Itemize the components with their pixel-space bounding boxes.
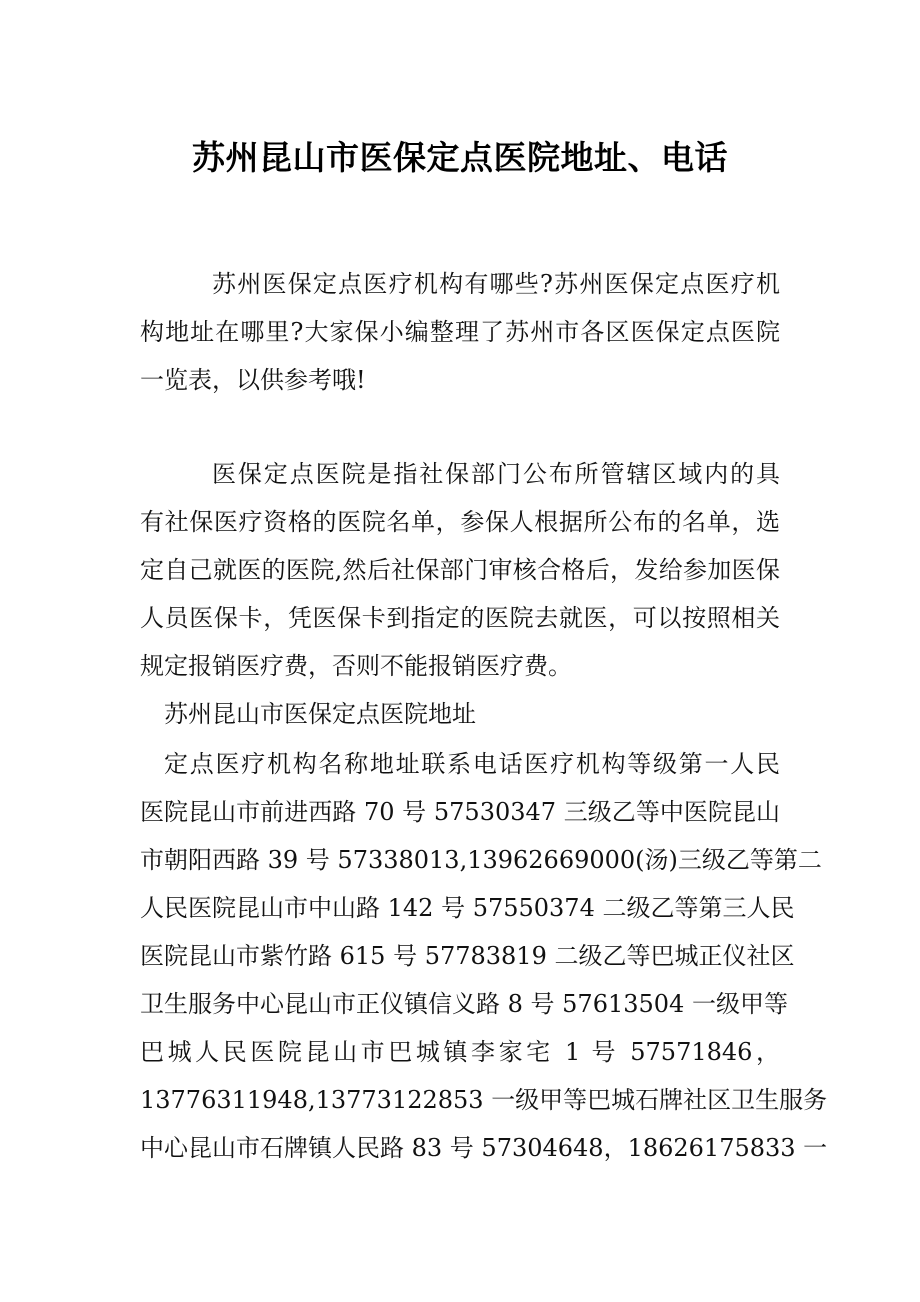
- text-line: 人员医保卡，凭医保卡到指定的医院去就医，可以按照相关: [140, 604, 780, 632]
- text-line: 中心昆山市石牌镇人民路 83 号 57304648，18626175833 一: [140, 1134, 828, 1162]
- text-line: 有社保医疗资格的医院名单，参保人根据所公布的名单，选: [140, 508, 780, 536]
- text-line: 巴城人民医院昆山市巴城镇李家宅 1 号 57571846，: [140, 1038, 780, 1066]
- text-line: 规定报销医疗费，否则不能报销医疗费。: [140, 652, 572, 680]
- text-line: 卫生服务中心昆山市正仪镇信义路 8 号 57613504 一级甲等: [140, 990, 788, 1018]
- text-line: 苏州医保定点医疗机构有哪些?苏州医保定点医疗机: [212, 270, 780, 298]
- subheading-text: 苏州昆山市医保定点医院地址: [164, 700, 476, 728]
- text-line: 13776311948,13773122853 一级甲等巴城石牌社区卫生服务: [140, 1086, 828, 1114]
- text-line: 医保定点医院是指社保部门公布所管辖区域内的具: [212, 460, 780, 488]
- text-line: 定点医疗机构名称地址联系电话医疗机构等级第一人民: [164, 750, 780, 778]
- text-line: 一览表，以供参考哦!: [140, 366, 366, 394]
- text-line: 构地址在哪里?大家保小编整理了苏州市各区医保定点医院: [140, 318, 780, 346]
- text-line: 定自己就医的医院,然后社保部门审核合格后，发给参加医保: [140, 556, 780, 584]
- text-line: 医院昆山市前进西路 70 号 57530347 三级乙等中医院昆山: [140, 798, 780, 826]
- text-line: 市朝阳西路 39 号 57338013,13962669000(汤)三级乙等第二: [140, 846, 822, 874]
- text-line: 人民医院昆山市中山路 142 号 57550374 二级乙等第三人民: [140, 894, 795, 922]
- document-title: 苏州昆山市医保定点医院地址、电话: [192, 138, 728, 178]
- text-line: 医院昆山市紫竹路 615 号 57783819 二级乙等巴城正仪社区: [140, 942, 795, 970]
